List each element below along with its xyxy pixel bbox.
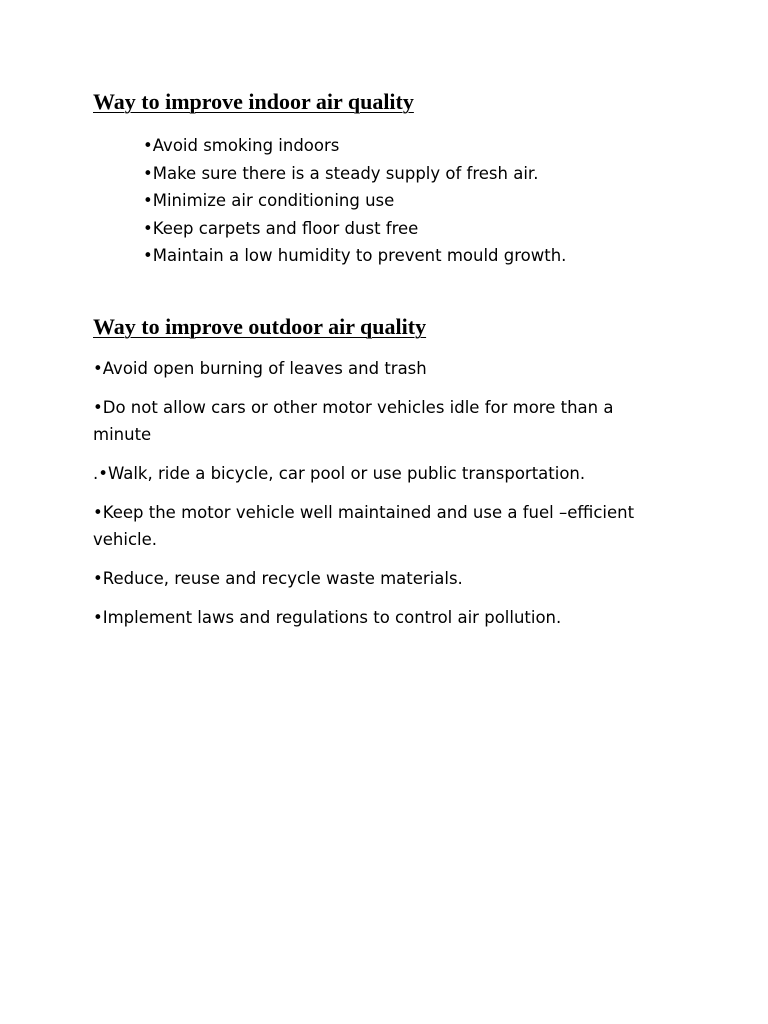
outdoor-heading: Way to improve outdoor air quality	[93, 314, 427, 339]
list-item: •Avoid smoking indoors	[143, 136, 340, 155]
list-item: •Implement laws and regulations to control air pollution.	[93, 608, 562, 627]
indoor-tips-list	[143, 132, 566, 270]
list-item: •Maintain a low humidity to prevent mould growth.	[143, 246, 567, 265]
list-item: •Avoid open burning of leaves and trash	[93, 359, 427, 378]
list-item: •Reduce, reuse and recycle waste materials.	[93, 569, 463, 588]
list-item: •Keep the motor vehicle well maintained and use a fuel –efficient vehicle.	[93, 503, 635, 549]
list-item: •Minimize air conditioning use	[143, 191, 395, 210]
list-item: •Make sure there is a steady supply of fresh air.	[143, 163, 539, 183]
list-item: •Do not allow cars or other motor vehicles idle for more than a minute	[93, 398, 614, 444]
list-item: .•Walk, ride a bicycle, car pool or use public transportation.	[93, 464, 586, 483]
outdoor-tips-list	[93, 355, 653, 643]
indoor-heading: Way to improve indoor air quality	[93, 89, 414, 114]
list-item: •Keep carpets and floor dust free	[143, 218, 419, 238]
